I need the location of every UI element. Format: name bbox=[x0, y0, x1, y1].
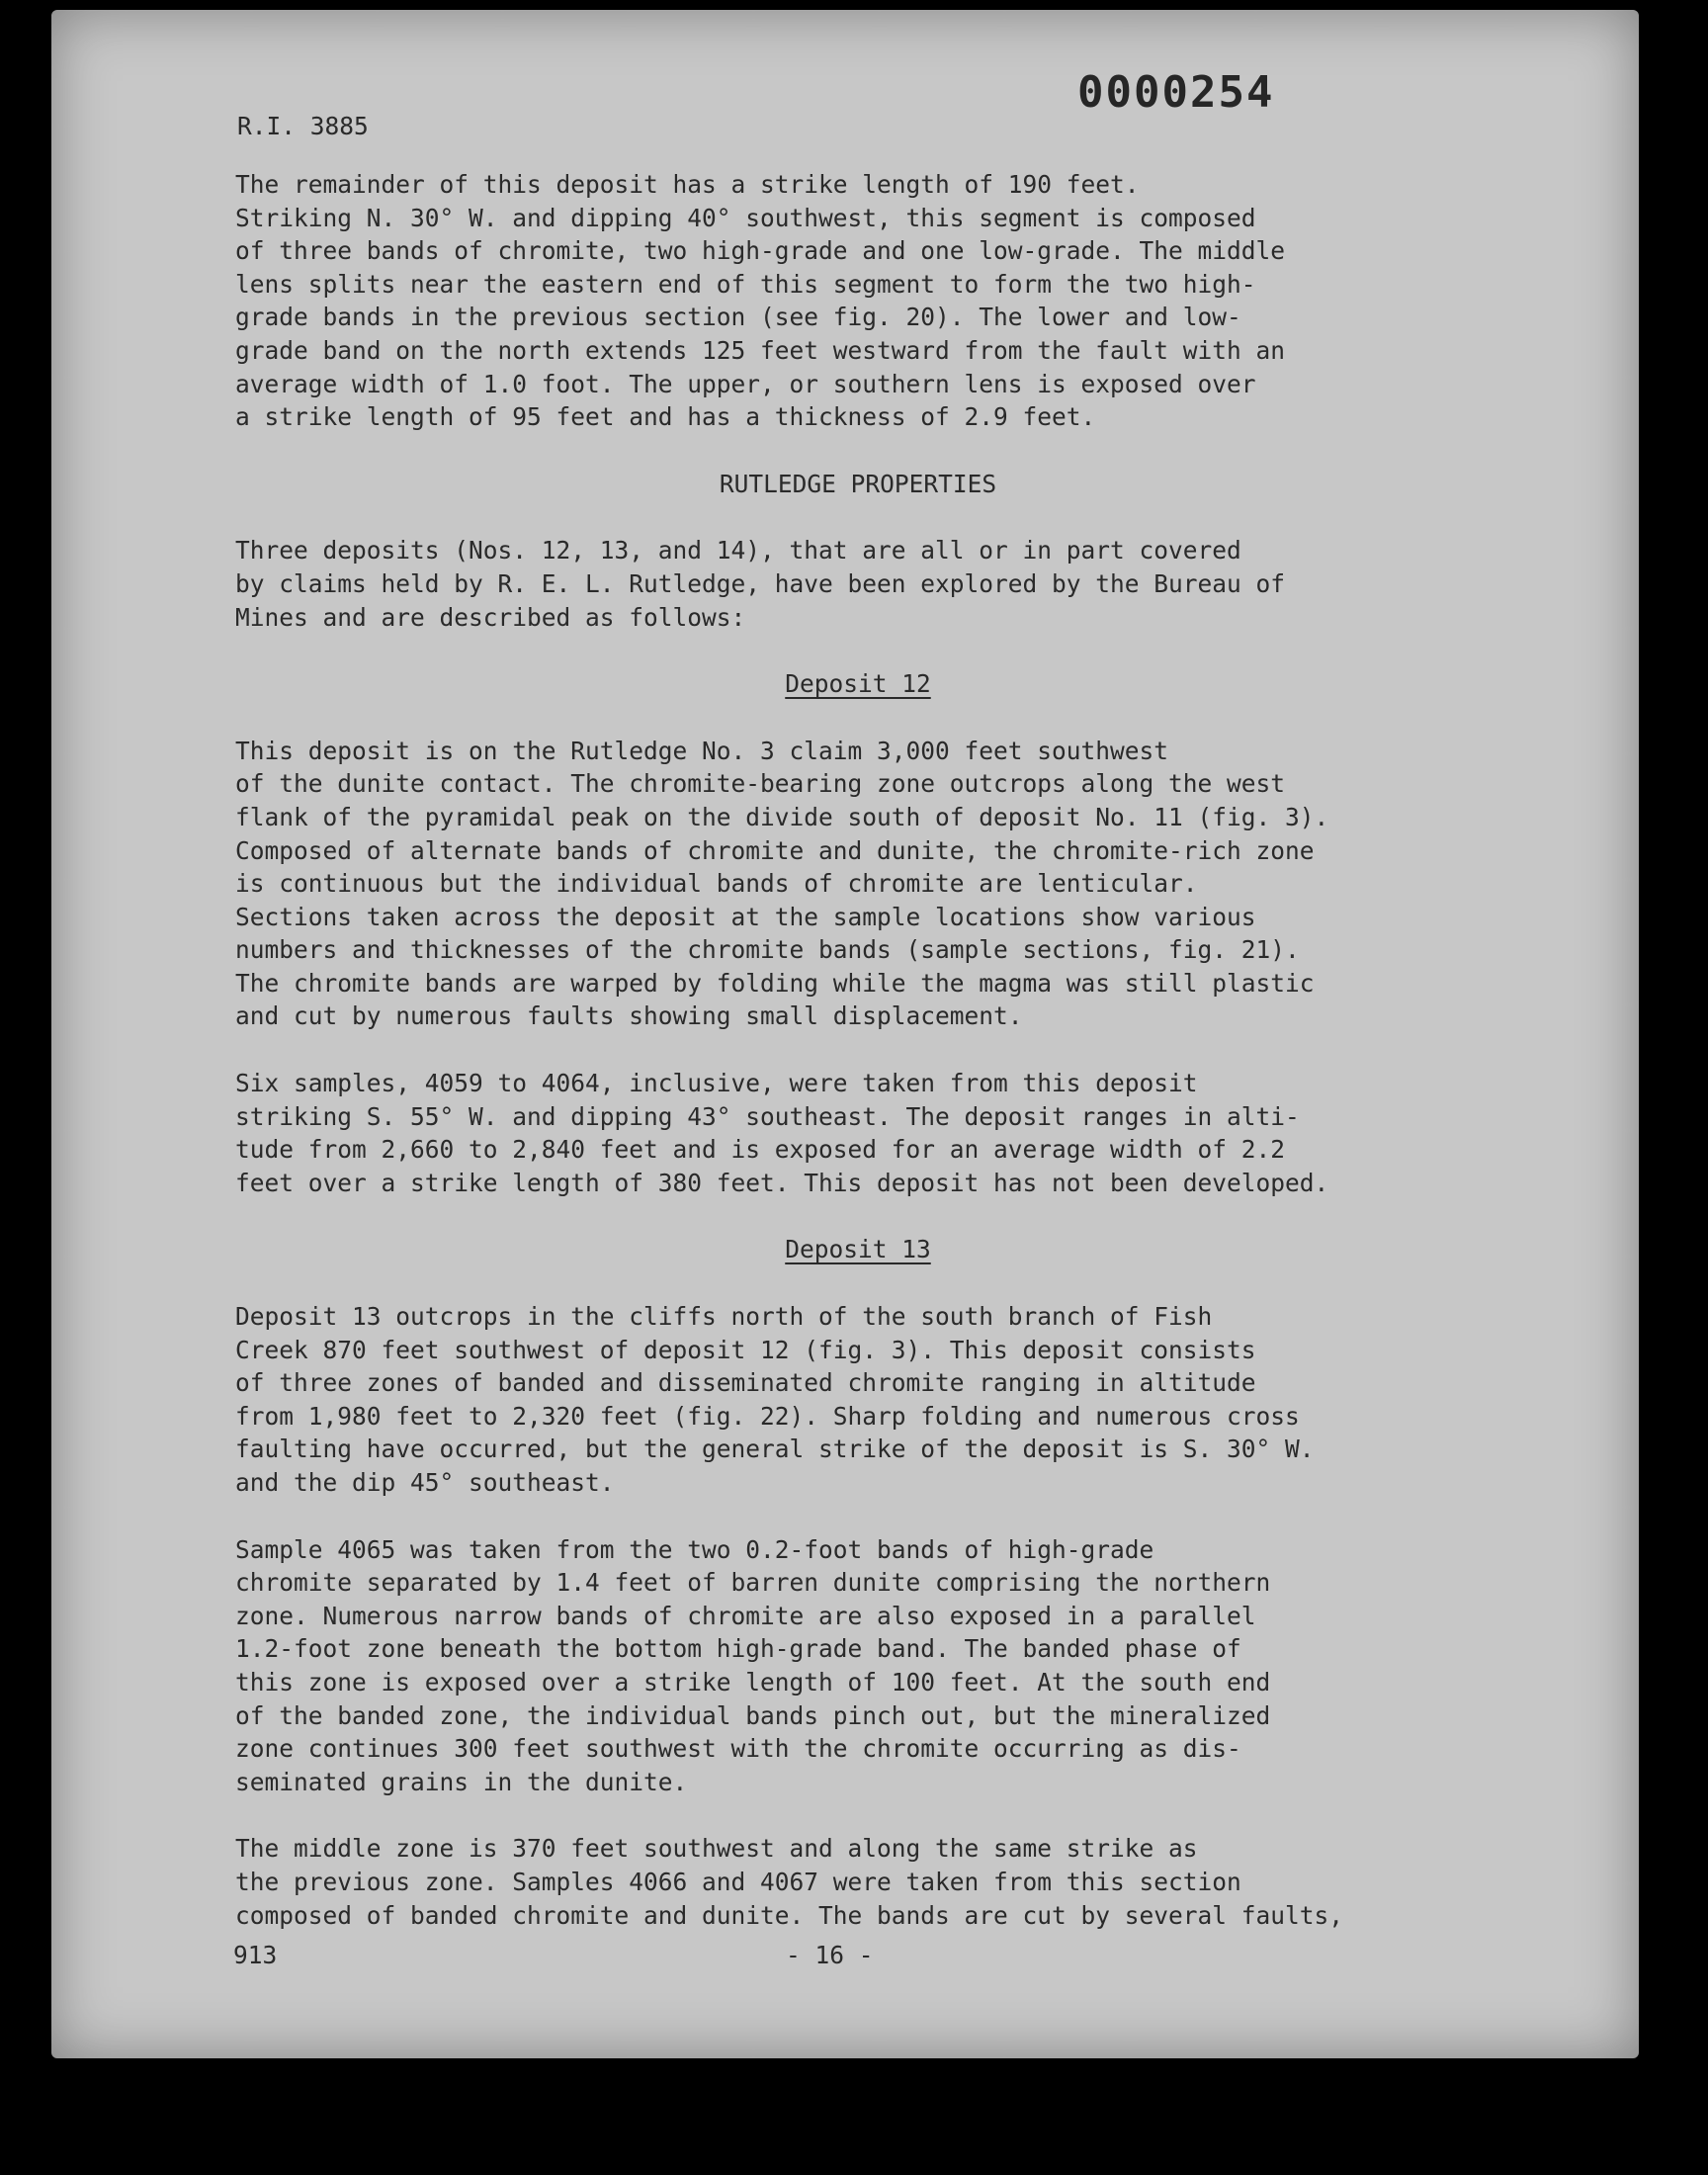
footer-document-number: 913 bbox=[233, 1941, 278, 1969]
paragraph-deposit-13-description: Deposit 13 outcrops in the cliffs north of the south branch of Fish Creek 870 feet southwest of deposit 12 (fig. 3). This deposit consists of three zones of banded and disseminated chromite ranging in altitude from 1,980 feet to 2,320 feet (fig. 22). Sharp folding and numerous cross faulting have occurred, but the general strike of the deposit is S. 30° W. and the dip 45° southeast. bbox=[235, 1302, 1315, 1497]
footer-page-number: - 16 - bbox=[786, 1941, 874, 1969]
paragraph-deposit-12-description: This deposit is on the Rutledge No. 3 claim 3,000 feet southwest of the dunite contact. The chromite-bearing zone outcrops along the west flank of the pyramidal peak on the divide south of deposit No. 11 (fig. 3). Composed of alternate bands of chromite and dunite, the chromite-rich zone is continuous but the individual bands of chromite are lenticular. Sections taken across the deposit at the sample locations show various numbers and thicknesses of the chromite bands (sample sections, fig. 21). The chromite bands are warped by folding while the magma was still plastic and cut by numerous faults showing small displacement. bbox=[235, 736, 1329, 1031]
heading-deposit-13 bbox=[235, 1233, 1481, 1266]
heading-deposit-12 bbox=[235, 667, 1481, 701]
heading-deposit-13-text: Deposit 13 bbox=[785, 1235, 931, 1264]
report-id: R.I. 3885 bbox=[237, 112, 369, 140]
paragraph-deposit-remainder: The remainder of this deposit has a strike length of 190 feet. Striking N. 30° W. and dipping 40° southwest, this segment is composed of three bands of chromite, two high-grade and one low-grade. The middle lens splits near the eastern end of this segment to form the two high- grade bands in the previous section (see fig. 20). The lower and low- grade band on the north extends 125 feet westward from the fault with an average width of 1.0 foot. The upper, or southern lens is exposed over a strike length of 95 feet and has a thickness of 2.9 feet. bbox=[235, 170, 1286, 432]
heading-deposit-12-text: Deposit 12 bbox=[785, 669, 931, 699]
paragraph-middle-zone: The middle zone is 370 feet southwest and along the same strike as the previous zone. Samples 4066 and 4067 were taken from this section composed of banded chromite and dunite. The bands are cut by several faults, bbox=[235, 1834, 1344, 1930]
paragraph-rutledge-intro: Three deposits (Nos. 12, 13, and 14), that are all or in part covered by claims held by R. E. L. Rutledge, have been explored by the Bureau of Mines and are described as follows: bbox=[235, 536, 1286, 632]
paragraph-sample-4065: Sample 4065 was taken from the two 0.2-foot bands of high-grade chromite separated by 1.4 feet of barren dunite comprising the northern zone. Numerous narrow bands of chromite are also exposed in a parallel 1.2-foot zone beneath the bottom high-grade band. The banded phase of this zone is exposed over a strike length of 100 feet. At the south end of the banded zone, the individual bands pinch out, but the mineralized zone continues 300 feet southwest with the chromite occurring as dis- seminated grains in the dunite. bbox=[235, 1534, 1271, 1796]
heading-rutledge-properties: RUTLEDGE PROPERTIES bbox=[719, 469, 997, 498]
body-text bbox=[235, 168, 1481, 1932]
paragraph-deposit-12-samples: Six samples, 4059 to 4064, inclusive, were taken from this deposit striking S. 55° W. and dipping 43° southeast. The deposit ranges in alti- tude from 2,660 to 2,840 feet and is exposed for an average width of 2.2 feet over a strike length of 380 feet. This deposit has not been developed. bbox=[235, 1069, 1329, 1197]
document-stamp-number: 0000254 bbox=[1077, 67, 1275, 118]
